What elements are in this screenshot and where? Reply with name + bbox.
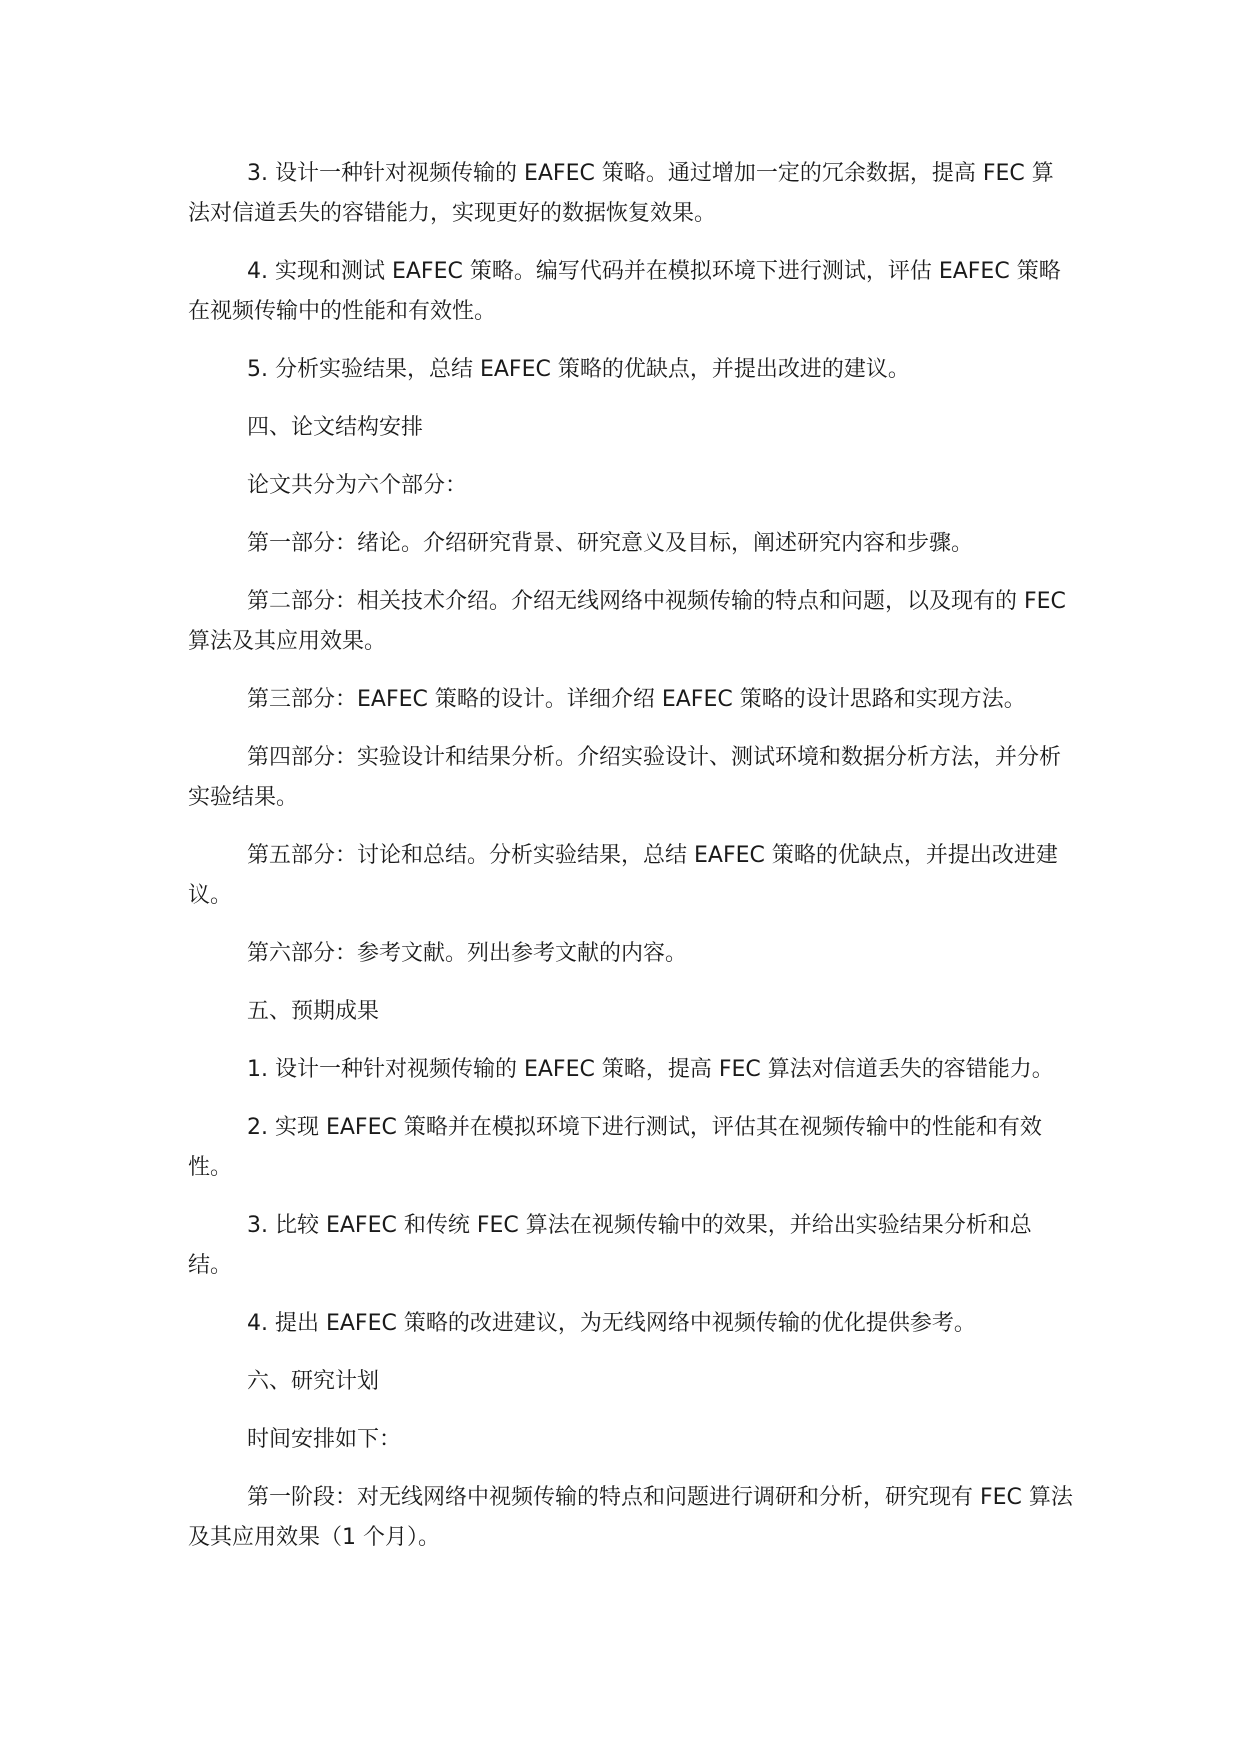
paragraph-structure-intro: 论文共分为六个部分：	[247, 473, 468, 498]
paragraph-part-3: 第三部分：EAFEC 策略的设计。详细介绍 EAFEC 策略的设计思路和实现方法。	[247, 687, 1026, 712]
paragraph-item-5: 5. 分析实验结果，总结 EAFEC 策略的优缺点，并提出改进的建议。	[247, 357, 910, 382]
paragraph-item-3: 3. 设计一种针对视频传输的 EAFEC 策略。通过增加一定的冗余数据，提高 FEC 算法对信道丢失的容错能力，实现更好的数据恢复效果。	[188, 161, 1054, 226]
paragraph-part-2: 第二部分：相关技术介绍。介绍无线网络中视频传输的特点和问题，以及现有的 FEC 算法及其应用效果。	[188, 589, 1066, 654]
paragraph-result-4: 4. 提出 EAFEC 策略的改进建议，为无线网络中视频传输的优化提供参考。	[247, 1311, 976, 1336]
paragraph-phase-1: 第一阶段：对无线网络中视频传输的特点和问题进行调研和分析，研究现有 FEC 算法及其应用效果（1 个月）。	[188, 1485, 1073, 1550]
section-heading-results: 五、预期成果	[247, 999, 380, 1024]
paragraph-result-1: 1. 设计一种针对视频传输的 EAFEC 策略，提高 FEC 算法对信道丢失的容错能力。	[247, 1057, 1054, 1082]
section-heading-structure: 四、论文结构安排	[247, 415, 424, 440]
paragraph-plan-intro: 时间安排如下：	[247, 1427, 402, 1452]
paragraph-result-3: 3. 比较 EAFEC 和传统 FEC 算法在视频传输中的效果，并给出实验结果分析和总结。	[188, 1213, 1032, 1278]
section-heading-plan: 六、研究计划	[247, 1369, 380, 1394]
paragraph-part-6: 第六部分：参考文献。列出参考文献的内容。	[247, 941, 688, 966]
paragraph-result-2: 2. 实现 EAFEC 策略并在模拟环境下进行测试，评估其在视频传输中的性能和有效性。	[188, 1115, 1042, 1180]
paragraph-item-4: 4. 实现和测试 EAFEC 策略。编写代码并在模拟环境下进行测试，评估 EAFEC 策略在视频传输中的性能和有效性。	[188, 259, 1061, 324]
paragraph-part-1: 第一部分：绪论。介绍研究背景、研究意义及目标，阐述研究内容和步骤。	[247, 531, 974, 556]
paragraph-part-4: 第四部分：实验设计和结果分析。介绍实验设计、测试环境和数据分析方法，并分析实验结果。	[188, 745, 1062, 810]
document-body	[188, 154, 1073, 1558]
paragraph-part-5: 第五部分：讨论和总结。分析实验结果，总结 EAFEC 策略的优缺点，并提出改进建议。	[188, 843, 1058, 908]
